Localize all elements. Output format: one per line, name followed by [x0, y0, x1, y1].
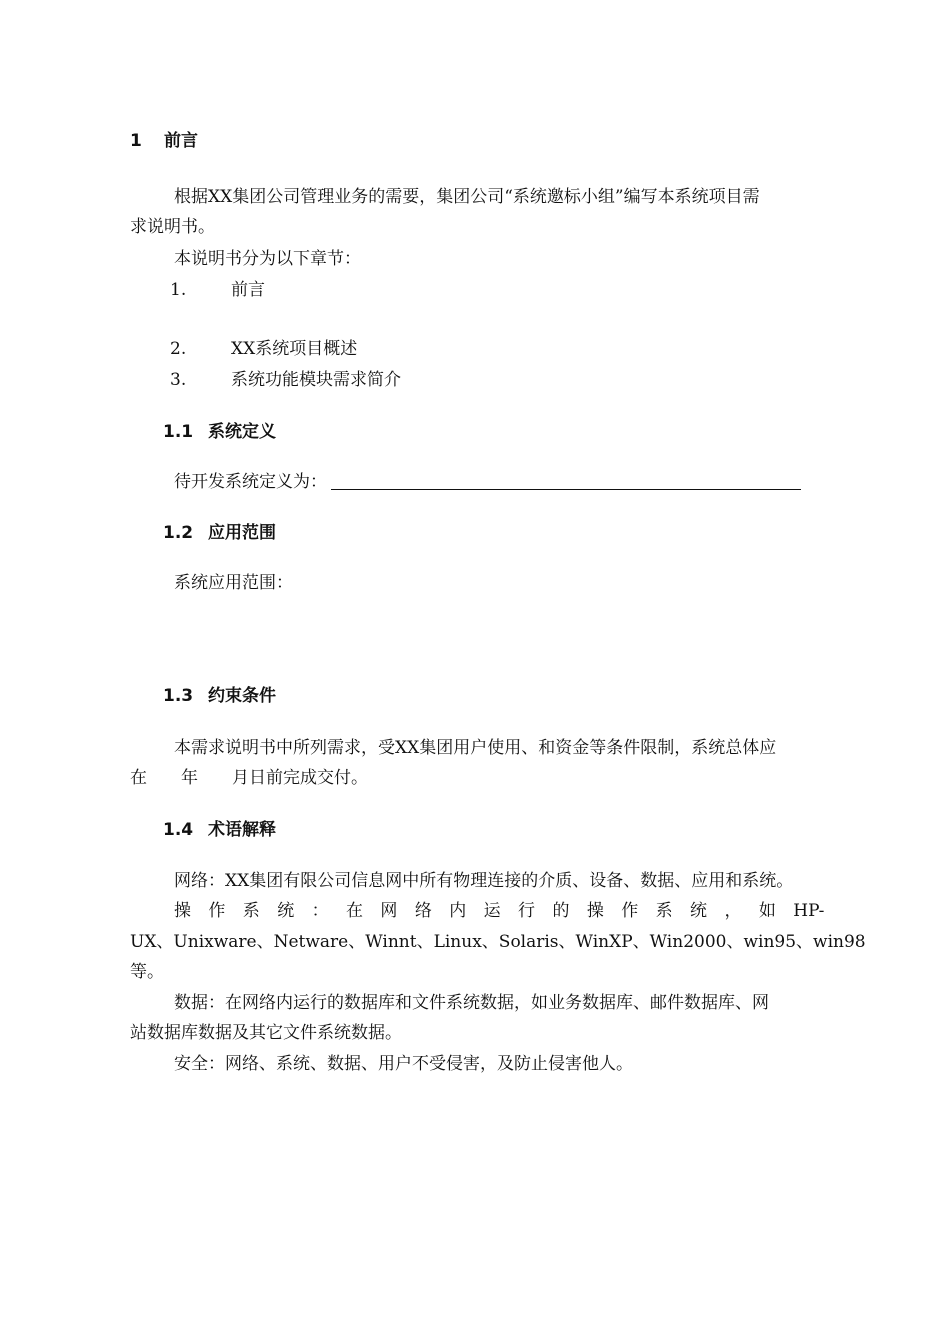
chapter-label: 前言 [231, 280, 265, 300]
constraints-line2 [130, 763, 368, 793]
system-definition-line [174, 467, 801, 497]
chapter-number: 3. [170, 370, 187, 390]
section-title: 前言 [164, 131, 198, 151]
constraints-word-zai: 在 [130, 768, 147, 788]
term-network: 网络：XX集团有限公司信息网中所有物理连接的介质、设备、数据、应用和系统。 [174, 871, 794, 891]
intro-paragraph-line2: 求说明书。 [130, 217, 215, 237]
section-number: 1.3 [163, 686, 194, 706]
section-number: 1.2 [163, 523, 194, 543]
section-heading-1-4 [163, 815, 276, 845]
chapter-list-item [170, 334, 357, 364]
constraints-word-date: 月日前完成交付。 [232, 768, 368, 788]
section-title: 系统定义 [208, 422, 276, 442]
constraints-line1: 本需求说明书中所列需求，受XX集团用户使用、和资金等条件限制，系统总体应 [174, 738, 777, 758]
section-title: 约束条件 [208, 686, 276, 706]
chapter-number: 1. [170, 280, 187, 300]
chapter-list-item [170, 365, 401, 395]
system-definition-label: 待开发系统定义为： [174, 472, 327, 492]
chapter-label: XX系统项目概述 [231, 339, 358, 359]
section-heading-1-2 [163, 518, 276, 548]
constraints-word-year: 年 [181, 768, 198, 788]
chapter-label: 系统功能模块需求简介 [231, 370, 401, 390]
term-data-line2: 站数据库数据及其它文件系统数据。 [130, 1023, 402, 1043]
intro-paragraph-line1: 根据XX集团公司管理业务的需要，集团公司“系统邀标小组”编写本系统项目需 [174, 187, 760, 207]
chapter-list-item [170, 275, 265, 305]
section-heading-1 [130, 126, 198, 156]
system-definition-blank [331, 471, 801, 490]
application-scope-label: 系统应用范围： [174, 573, 293, 593]
term-data-line1: 数据：在网络内运行的数据库和文件系统数据，如业务数据库、邮件数据库、网 [174, 993, 769, 1013]
term-os-line2: UX、Unixware、Netware、Winnt、Linux、Solaris、WinXP、Win2000、win95、win98 [130, 932, 866, 952]
chapters-intro: 本说明书分为以下章节： [174, 249, 361, 269]
section-title: 应用范围 [208, 523, 276, 543]
term-security: 安全：网络、系统、数据、用户不受侵害，及防止侵害他人。 [174, 1054, 633, 1074]
term-os-line3: 等。 [130, 962, 164, 982]
section-title: 术语解释 [208, 820, 276, 840]
chapter-number: 2. [170, 339, 187, 359]
section-heading-1-3 [163, 681, 276, 711]
section-number: 1.1 [163, 422, 194, 442]
section-heading-1-1 [163, 417, 276, 447]
term-os-line1: 操 作 系 统 ： 在 网 络 内 运 行 的 操 作 系 统 ， 如 HP- [174, 901, 825, 921]
section-number: 1.4 [163, 820, 194, 840]
section-number: 1 [130, 131, 142, 151]
